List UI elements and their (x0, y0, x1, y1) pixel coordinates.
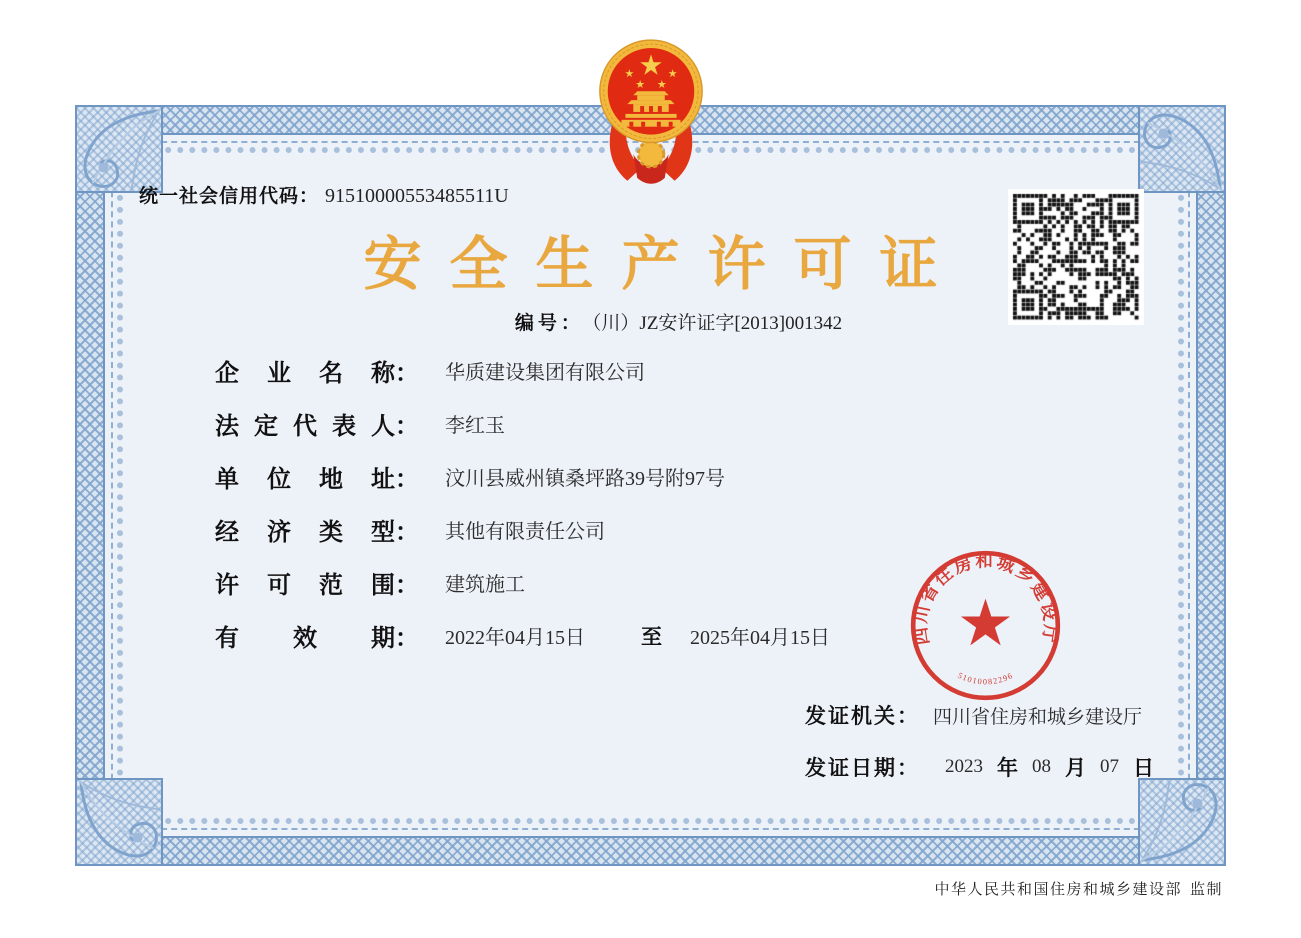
issue-date-row (805, 741, 1154, 793)
corner-ornament-top-left (75, 105, 163, 193)
field-colon: ： (395, 360, 419, 387)
credit-code-value: 91510000553485511U (325, 185, 509, 207)
qr-code (1008, 189, 1144, 325)
field-label: 有效期 (215, 625, 395, 652)
field-value: 汶川县威州镇桑坪路39号附97号 (445, 468, 725, 490)
credit-code-line (139, 181, 509, 208)
field-row-validity (215, 609, 830, 662)
field-value: 华质建设集团有限公司 (445, 362, 645, 384)
month-unit: 月 (1065, 757, 1086, 780)
field-row-company-name (215, 344, 830, 397)
field-colon: ： (395, 466, 419, 493)
footer-attribution (934, 878, 1223, 899)
field-label: 单位地址 (215, 466, 395, 493)
certificate-frame (75, 105, 1226, 866)
field-row-legal-representative (215, 397, 830, 450)
field-value: 其他有限责任公司 (445, 521, 605, 543)
issue-year: 2023 (945, 756, 983, 777)
seal-star-icon (961, 599, 1010, 646)
field-value: 建筑施工 (445, 574, 525, 596)
field-colon: ： (395, 519, 419, 546)
field-label: 法定代表人 (215, 413, 395, 440)
year-unit: 年 (997, 757, 1018, 780)
corner-ornament-top-right (1138, 105, 1226, 193)
border-band-bottom (75, 836, 1226, 866)
issue-date-value (945, 752, 1154, 782)
validity-until: 2025年04月15日 (690, 627, 830, 649)
issuing-authority-value: 四川省住房和城乡建设厅 (933, 706, 1143, 728)
issue-month: 08 (1032, 756, 1051, 777)
field-value: 李红玉 (445, 415, 505, 437)
field-label: 企业名称 (215, 360, 395, 387)
issuance-block (805, 689, 1154, 793)
issuing-authority-label: 发证机关： (805, 705, 920, 728)
field-row-permit-scope (215, 556, 830, 609)
footer-publisher: 中华人民共和国住房和城乡建设部 (934, 882, 1182, 898)
official-seal-stamp (908, 548, 1063, 703)
field-colon: ： (395, 625, 419, 652)
serial-value: （川）JZ安许证字[2013]001342 (591, 313, 843, 334)
credit-code-label: 统一社会信用代码： (139, 186, 320, 207)
serial-label: 编号： (514, 313, 584, 334)
field-colon: ： (395, 413, 419, 440)
svg-text:51010082296 (956, 671, 1015, 687)
footer-note: 监制 (1189, 882, 1223, 898)
validity-to-word: 至 (641, 625, 662, 649)
fields-block (215, 344, 830, 662)
field-label: 许可范围 (215, 572, 395, 599)
corner-ornament-bottom-left (75, 778, 163, 866)
seal-arc-text: 四川省住房和城乡建设厅 (909, 550, 1062, 647)
issue-day: 07 (1100, 756, 1119, 777)
field-row-address (215, 450, 830, 503)
national-emblem (592, 30, 710, 188)
field-label: 经济类型 (215, 519, 395, 546)
issue-date-label: 发证日期： (805, 757, 920, 780)
field-colon: ： (395, 572, 419, 599)
certificate-title: 安全生产许可证 (363, 232, 966, 297)
day-unit: 日 (1133, 757, 1154, 780)
field-row-economic-type (215, 503, 830, 556)
validity-from: 2022年04月15日 (445, 627, 585, 649)
seal-code-text: 51010082296 (956, 670, 1015, 687)
